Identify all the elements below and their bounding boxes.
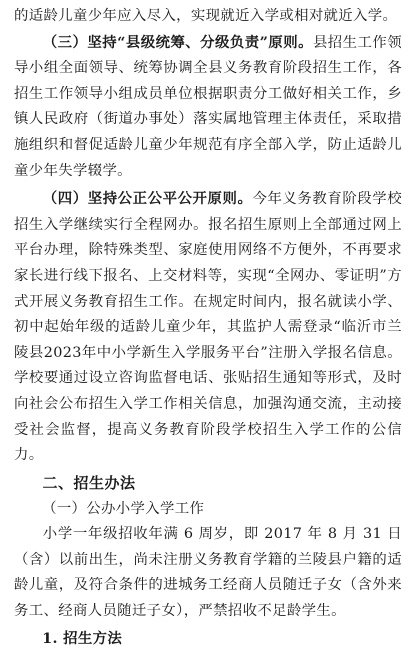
subheading-public-primary: （一）公办小学入学工作 — [42, 500, 205, 517]
numbered-heading-enrollment-method: 1. 招生方法 — [42, 629, 123, 647]
paragraph-principle-three — [14, 30, 402, 185]
section-heading-enrollment-methods: 二、招生办法 — [42, 473, 136, 492]
principle-four-lead: （四）坚持公正公平公开原则。 — [42, 190, 253, 208]
principle-three-lead: （三）坚持“县级统筹、分级负责”原则。 — [42, 33, 313, 51]
paragraph-continuation: 的适龄儿童少年应入尽入，实现就近入学或相对就近入学。 — [14, 8, 398, 24]
principle-four-body: 今年义务教育阶段学校招生入学继续实行全程网办。报名招生原则上全部通过网上平台办理，除特殊类型、家庭使用网络不方便外，不再要求家长进行线下报名、上交材料等，实现“全网办、零证明”方式开展义务教育招生工作。在规定时间内，报名就读小学、初中起始年级的适龄儿童少年，其监护人需登录“临沂市兰陵县2023年中小学新生入学服务平台”注册入学报名信息。学校要通过设立咨询监督电话、张贴招生通知等形式，及时向社会公布招生入学工作相关信息，加强沟通交流，主动接受社会监督，提高义务教育阶段学校招生入学工作的公信力。 — [14, 191, 402, 464]
principle-three-body: 县招生工作领导小组全面领导、统筹协调全县义务教育阶段招生工作，各招生工作领导小组成员单位根据职责分工做好相关工作，乡镇人民政府（街道办事处）落实属地管理主体责任，采取措施组织和督促适龄儿童少年规范有序全部入学，防止适龄儿童少年失学辍学。 — [14, 34, 402, 179]
paragraph-primary-admission: 小学一年级招收年满 6 周岁，即 2017 年 8 月 31 日（含）以前出生，尚未注册义务教育学籍的兰陵县户籍的适龄儿童，及符合条件的进城务工经商人员随迁子女（含外来务工、经商人员随迁子女），严禁招收不足龄学生。 — [14, 526, 402, 620]
paragraph-principle-four — [14, 186, 402, 469]
